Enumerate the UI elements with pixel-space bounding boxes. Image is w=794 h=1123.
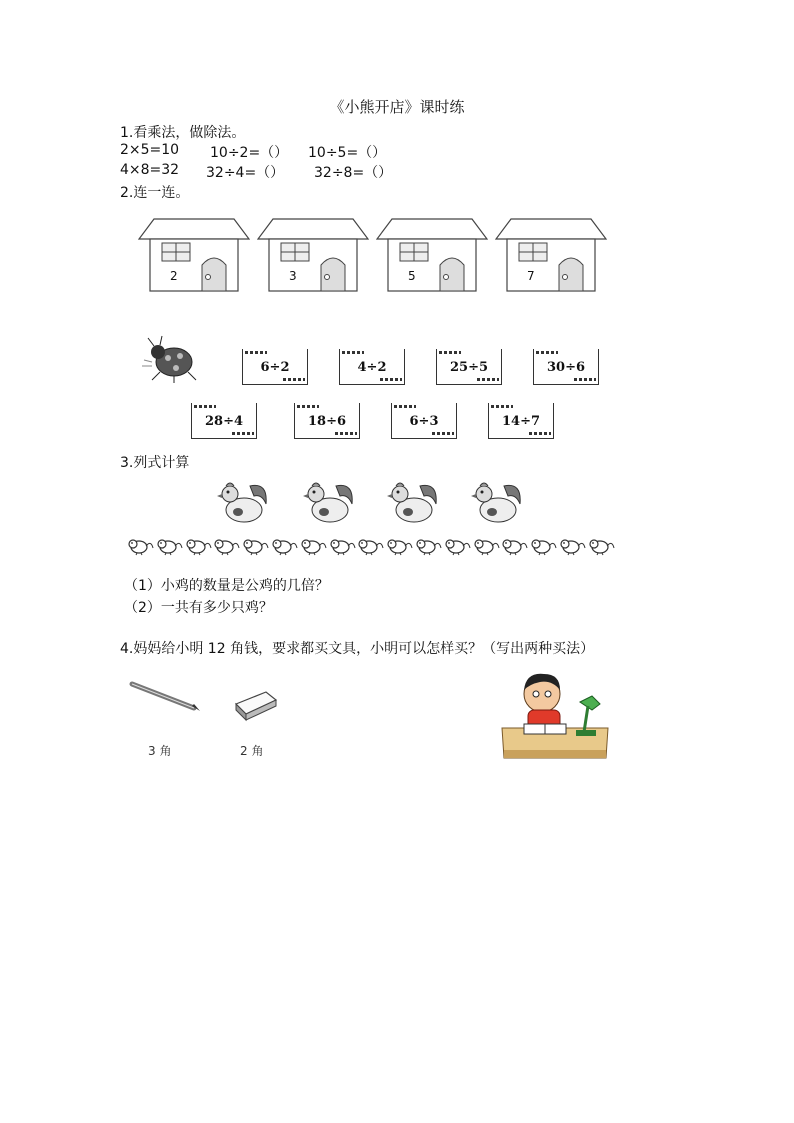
card-dots-top (491, 405, 513, 408)
division-card[interactable] (391, 403, 457, 439)
q1-row1-division-b: 10÷5=（） (308, 145, 387, 161)
card-dots-top (342, 351, 364, 354)
chick-icon (271, 536, 299, 556)
chick-icon (501, 536, 529, 556)
house-number: 3 (289, 269, 297, 283)
q1-row1-fact: 2×5=10 (120, 142, 180, 158)
house-number: 2 (170, 269, 178, 283)
card-dots-bottom (380, 378, 402, 381)
card-dots-bottom (283, 378, 305, 381)
division-expression: 25÷5 (449, 360, 489, 375)
house (257, 217, 369, 297)
division-card[interactable] (294, 403, 360, 439)
rooster-icon (470, 480, 526, 524)
chick-icon (329, 536, 357, 556)
division-expression: 18÷6 (307, 414, 347, 429)
q3-heading: 3.列式计算 (120, 455, 190, 471)
q1-row2-division-b: 32÷8=（） (314, 165, 393, 181)
chick-icon (242, 536, 270, 556)
card-dots-bottom (574, 378, 596, 381)
chick-icon (156, 536, 184, 556)
eraser-icon (230, 688, 280, 722)
eraser-price: 2 角 (240, 744, 264, 758)
division-card[interactable] (191, 403, 257, 439)
division-expression: 4÷2 (357, 360, 387, 375)
card-dots-bottom (232, 432, 254, 435)
card-dots-bottom (477, 378, 499, 381)
card-dots-top (536, 351, 558, 354)
card-dots-bottom (335, 432, 357, 435)
rooster-icon (216, 480, 272, 524)
chick-icon (473, 536, 501, 556)
division-card[interactable] (533, 349, 599, 385)
chick-icon (444, 536, 472, 556)
q3-sub2: （2）一共有多少只鸡？ (124, 600, 273, 616)
q1-row1-division-a: 10÷2=（） (210, 145, 289, 161)
pencil-price: 3 角 (148, 744, 172, 758)
chick-icon (127, 536, 155, 556)
chick-icon (530, 536, 558, 556)
house (376, 217, 488, 297)
pencil-icon (128, 680, 202, 714)
q1-row2-division-a: 32÷4=（） (206, 165, 285, 181)
rooster-icon (386, 480, 442, 524)
chick-icon (185, 536, 213, 556)
q2-heading: 2.连一连。 (120, 185, 190, 201)
q3-sub1: （1）小鸡的数量是公鸡的几倍？ (124, 578, 329, 594)
q4-heading: 4.妈妈给小明 12 角钱，要求都买文具，小明可以怎样买？（写出两种买法） (120, 641, 595, 657)
q1-row2-fact: 4×8=32 (120, 162, 180, 178)
boy-studying-illustration (500, 666, 612, 760)
card-dots-bottom (432, 432, 454, 435)
division-card[interactable] (339, 349, 405, 385)
ladybug-icon (140, 334, 204, 384)
chick-icon (213, 536, 241, 556)
house-number: 7 (527, 269, 535, 283)
card-dots-top (194, 405, 216, 408)
division-expression: 14÷7 (501, 414, 541, 429)
page-title: 《小熊开店》课时练 (329, 98, 465, 116)
division-card[interactable] (488, 403, 554, 439)
card-dots-top (297, 405, 319, 408)
card-dots-bottom (529, 432, 551, 435)
house (495, 217, 607, 297)
division-expression: 6÷3 (409, 414, 439, 429)
chick-icon (588, 536, 616, 556)
chick-icon (386, 536, 414, 556)
q1-heading: 1.看乘法，做除法。 (120, 125, 246, 141)
card-dots-top (439, 351, 461, 354)
division-expression: 6÷2 (260, 360, 290, 375)
chick-icon (357, 536, 385, 556)
rooster-icon (302, 480, 358, 524)
division-card[interactable] (436, 349, 502, 385)
chick-icon (559, 536, 587, 556)
house (138, 217, 250, 297)
chick-icon (415, 536, 443, 556)
division-card[interactable] (242, 349, 308, 385)
division-expression: 28÷4 (204, 414, 244, 429)
house-number: 5 (408, 269, 416, 283)
card-dots-top (245, 351, 267, 354)
card-dots-top (394, 405, 416, 408)
division-expression: 30÷6 (546, 360, 586, 375)
chick-icon (300, 536, 328, 556)
